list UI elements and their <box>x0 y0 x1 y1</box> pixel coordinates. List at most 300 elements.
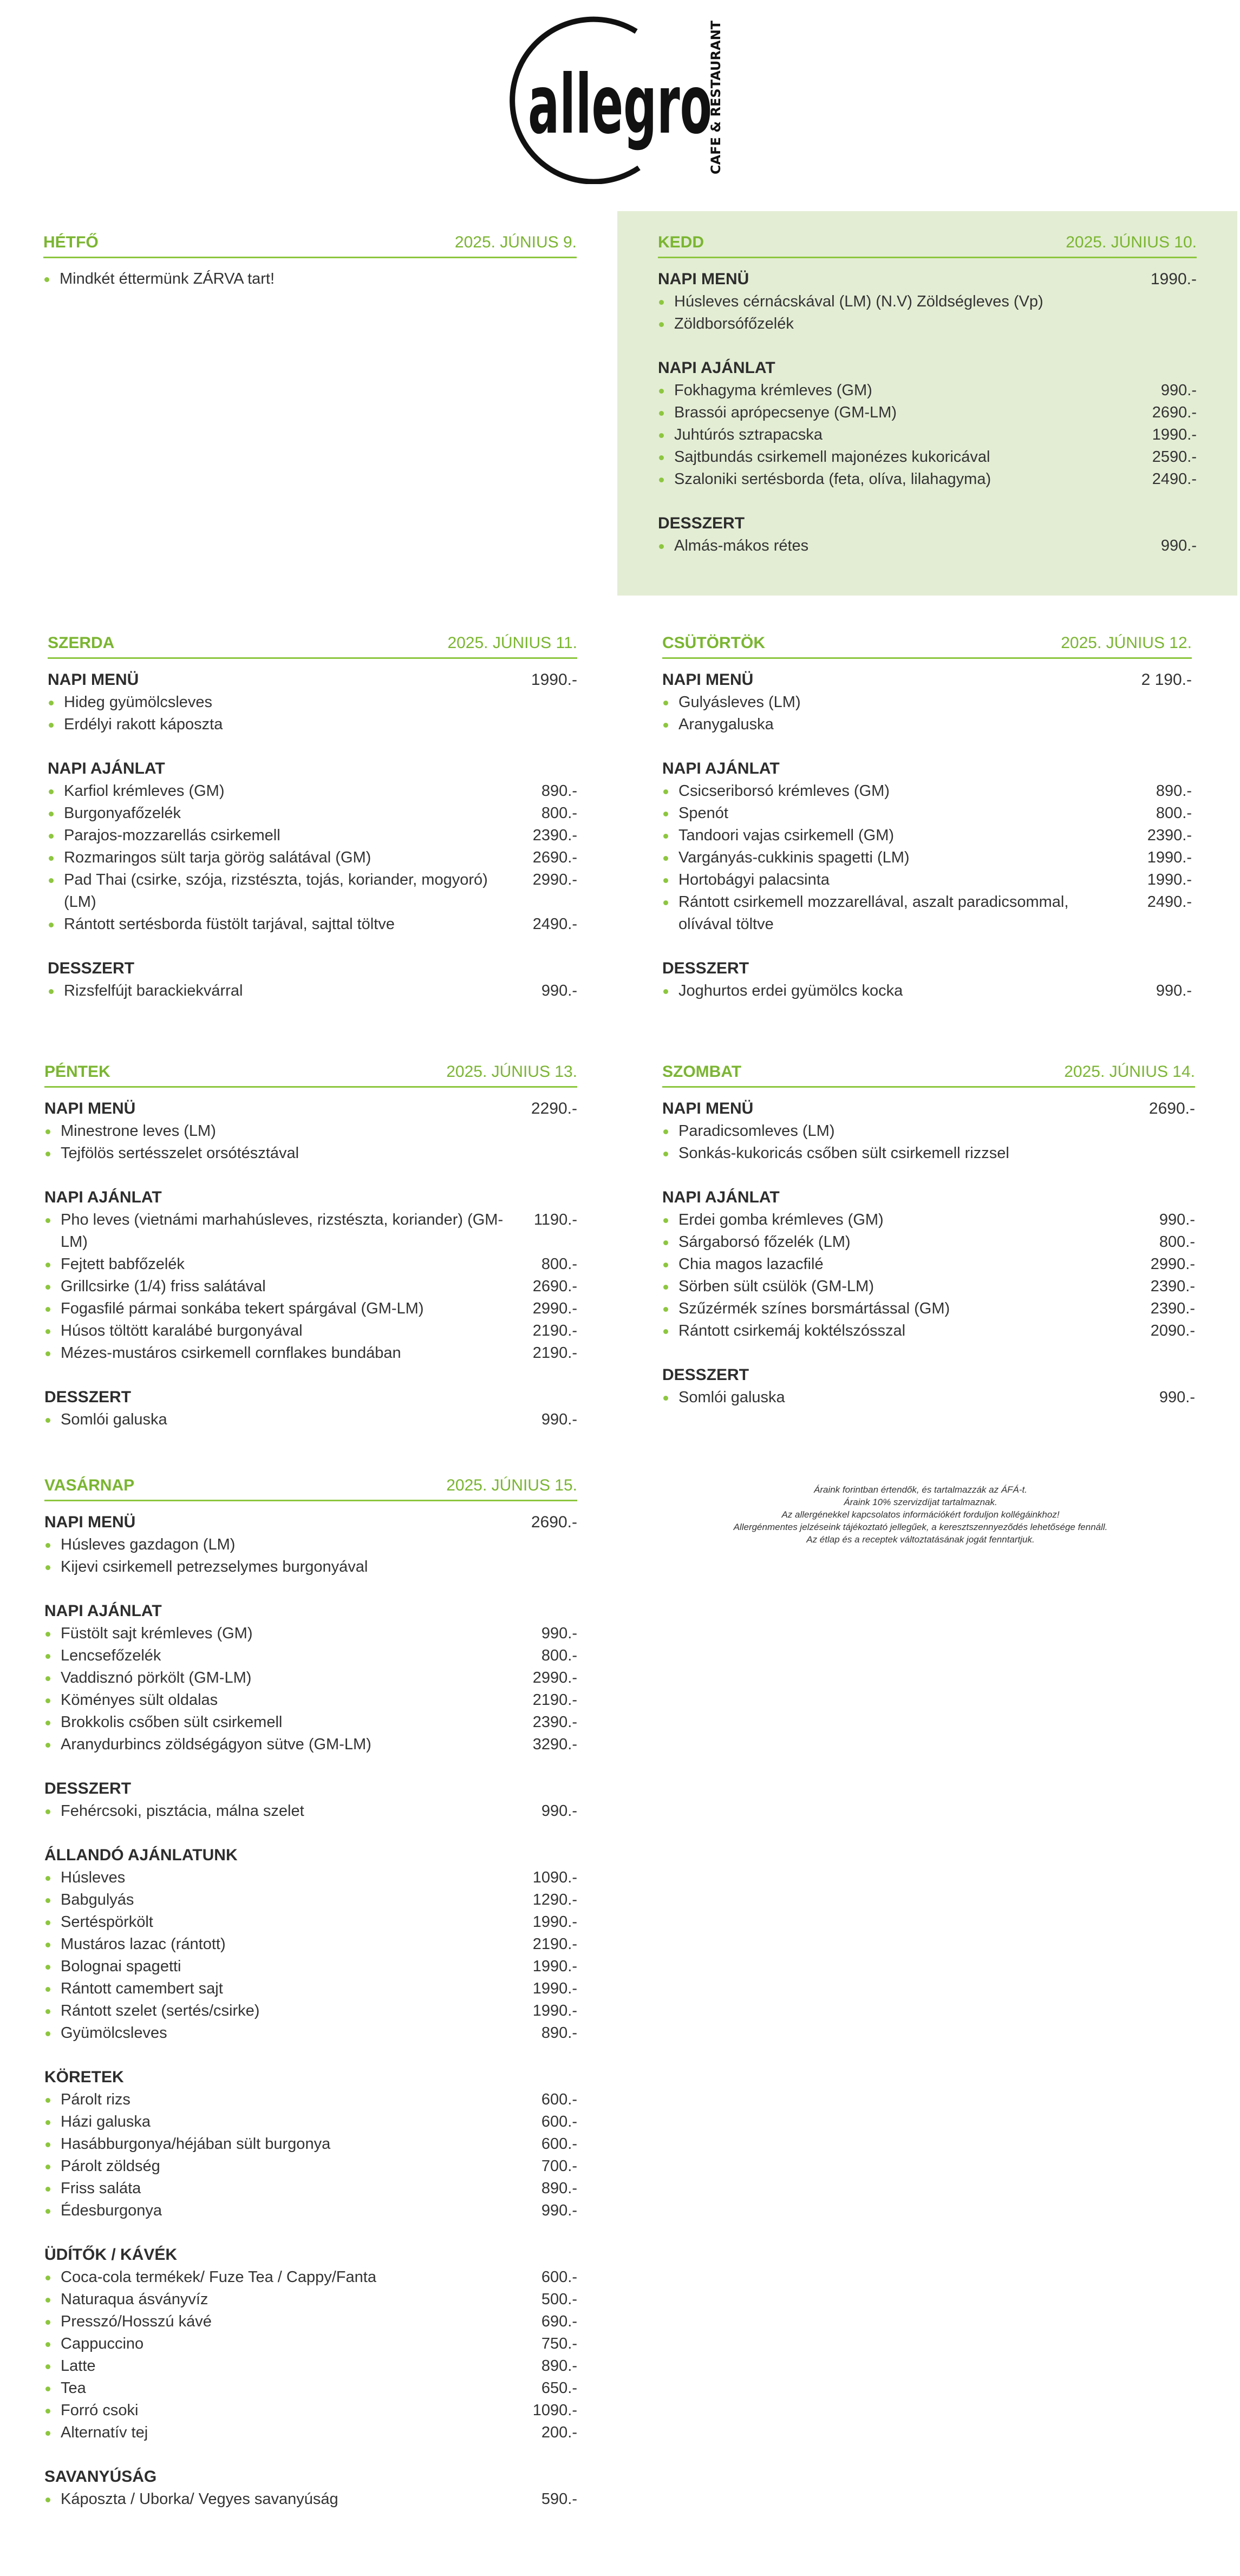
menu-item-name: Tea <box>44 2377 86 2400</box>
menu-item <box>658 313 1197 335</box>
section-header <box>658 268 1197 291</box>
menu-section <box>44 1511 577 1578</box>
menu-item <box>662 714 1192 736</box>
menu-item-name: Almás-mákos rétes <box>658 535 808 557</box>
menu-item <box>48 780 577 802</box>
menu-item <box>662 1298 1195 1320</box>
section-title: NAPI AJÁNLAT <box>44 1188 162 1206</box>
section-header <box>662 669 1192 691</box>
section-header <box>44 1511 577 1534</box>
menu-item-price: 990.- <box>541 1802 577 1820</box>
menu-item <box>44 2400 577 2422</box>
menu-item-price: 700.- <box>541 2157 577 2175</box>
menu-item-name: Chia magos lazacfilé <box>662 1253 824 1276</box>
section-header <box>44 2466 577 2488</box>
section-header <box>658 357 1197 380</box>
section-header <box>44 1600 577 1623</box>
menu-section <box>43 268 577 290</box>
menu-item-price: 2690.- <box>1152 404 1197 421</box>
menu-item <box>44 1889 577 1911</box>
menu-item-price: 600.- <box>541 2268 577 2286</box>
menu-item <box>44 1253 577 1276</box>
day-thursday <box>662 633 1192 1024</box>
note-line: Allergénmentes jelzéseink tájékoztató jellegűek, a keresztszennyeződés lehetősége fennáll. <box>733 1522 1108 1532</box>
section-header <box>658 512 1197 535</box>
menu-item <box>662 869 1192 891</box>
section-price: 2290.- <box>531 1100 577 1117</box>
section-title: NAPI MENÜ <box>662 1100 754 1117</box>
menu-item-name: Párolt zöldség <box>44 2155 160 2178</box>
menu-item-price: 600.- <box>541 2091 577 2108</box>
day-friday <box>44 1062 577 1453</box>
menu-item-name: Mézes-mustáros csirkemell cornflakes bundában <box>44 1342 401 1364</box>
menu-item-name: Brokkolis csőben sült csirkemell <box>44 1711 282 1734</box>
menu-item-price: 2090.- <box>1150 1322 1195 1339</box>
menu-item-price: 1290.- <box>532 1891 577 1908</box>
menu-item <box>662 980 1192 1002</box>
menu-item-price: 1990.- <box>532 1913 577 1931</box>
section-title: DESSZERT <box>658 514 745 532</box>
menu-item <box>44 1978 577 2000</box>
menu-item-name: Pho leves (vietnámi marhahúsleves, rizstészta, koriander) (GM-LM) <box>44 1209 505 1253</box>
menu-item-name: Babgulyás <box>44 1889 134 1911</box>
menu-item-name: Zöldborsófőzelék <box>658 313 794 335</box>
menu-item-name: Rántott sertésborda füstölt tarjával, sajttal töltve <box>48 913 395 936</box>
note-line: Áraink forintban értendők, és tartalmazzák az ÁFÁ-t. <box>813 1485 1027 1495</box>
menu-item-name: Latte <box>44 2355 96 2377</box>
menu-item-name: Gyümölcsleves <box>44 2022 167 2044</box>
section-price: 2690.- <box>531 1513 577 1531</box>
menu-item-name: Sajtbundás csirkemell majonézes kukoricával <box>658 446 990 468</box>
menu-item-price: 2390.- <box>1150 1300 1195 1317</box>
restaurant-logo <box>504 16 736 184</box>
day-name: PÉNTEK <box>44 1063 110 1081</box>
logo-tagline: CAFE & RESTAURANT <box>708 20 723 175</box>
menu-item-name: Édesburgonya <box>44 2200 162 2222</box>
section-header <box>662 1186 1195 1209</box>
menu-section <box>44 2244 577 2444</box>
menu-item <box>658 380 1197 402</box>
day-header <box>44 1062 577 1088</box>
menu-item <box>44 2089 577 2111</box>
menu-item-name: Paradicsomleves (LM) <box>662 1120 834 1142</box>
menu-item-name: Rizsfelfújt barackiekvárral <box>48 980 243 1002</box>
menu-item-name: Vargányás-cukkinis spagetti (LM) <box>662 847 910 869</box>
menu-item <box>44 2200 577 2222</box>
menu-section <box>48 957 577 1002</box>
menu-item-name: Parajos-mozzarellás csirkemell <box>48 825 280 847</box>
section-header <box>44 1844 577 1867</box>
day-header <box>48 633 577 659</box>
menu-item-name: Szaloniki sertésborda (feta, olíva, lilahagyma) <box>658 468 991 491</box>
menu-item <box>662 802 1192 825</box>
section-title: NAPI AJÁNLAT <box>658 359 775 377</box>
menu-item-name: Juhtúrós sztrapacska <box>658 424 823 446</box>
menu-item-price: 2990.- <box>1150 1256 1195 1273</box>
menu-item-name: Húsleves <box>44 1867 125 1889</box>
menu-item-name: Karfiol krémleves (GM) <box>48 780 225 802</box>
menu-item <box>44 1933 577 1956</box>
menu-item <box>658 291 1197 313</box>
section-header <box>44 1777 577 1800</box>
allegro-logo-icon <box>504 16 736 184</box>
menu-section <box>44 1186 577 1364</box>
menu-item-name: Káposzta / Uborka/ Vegyes savanyúság <box>44 2488 338 2510</box>
menu-item <box>44 1120 577 1142</box>
menu-item <box>44 1667 577 1689</box>
menu-section <box>44 1777 577 1822</box>
menu-item <box>658 424 1197 446</box>
section-title: NAPI MENÜ <box>44 1100 136 1117</box>
menu-item-price: 2390.- <box>1150 1278 1195 1295</box>
section-price: 2 190.- <box>1141 671 1192 689</box>
section-header <box>48 757 577 780</box>
menu-item <box>44 2333 577 2355</box>
menu-item-price: 1090.- <box>532 2402 577 2419</box>
menu-item-name: Gulyásleves (LM) <box>662 691 801 714</box>
menu-item-price: 1990.- <box>532 1980 577 1997</box>
section-title: ÜDÍTŐK / KÁVÉK <box>44 2246 178 2264</box>
menu-item-name: Coca-cola termékek/ Fuze Tea / Cappy/Fanta <box>44 2266 376 2289</box>
menu-section <box>662 757 1192 936</box>
menu-item-price: 1990.- <box>1152 426 1197 443</box>
menu-item-name: Erdei gomba krémleves (GM) <box>662 1209 884 1231</box>
menu-item <box>44 1645 577 1667</box>
menu-item-name: Rántott csirkemáj koktélszósszal <box>662 1320 905 1342</box>
menu-item-name: Aranydurbincs zöldségágyon sütve (GM-LM) <box>44 1734 371 1756</box>
note-line: Áraink 10% szervizdíjat tartalmaznak. <box>844 1497 997 1507</box>
section-header <box>44 2244 577 2266</box>
menu-item-name: Fokhagyma krémleves (GM) <box>658 380 872 402</box>
menu-section <box>44 1600 577 1756</box>
menu-item-name: Házi galuska <box>44 2111 151 2133</box>
menu-item <box>44 1956 577 1978</box>
menu-item <box>44 2111 577 2133</box>
menu-item <box>48 825 577 847</box>
menu-section <box>48 669 577 736</box>
menu-item <box>662 1276 1195 1298</box>
menu-item <box>662 1387 1195 1409</box>
menu-item-name: Tandoori vajas csirkemell (GM) <box>662 825 894 847</box>
menu-item-name: Erdélyi rakott káposzta <box>48 714 223 736</box>
menu-item-price: 750.- <box>541 2335 577 2352</box>
menu-item-price: 2690.- <box>532 849 577 866</box>
menu-item-price: 990.- <box>1159 1389 1195 1406</box>
menu-item <box>44 1142 577 1165</box>
menu-item-price: 1990.- <box>532 2002 577 2019</box>
menu-item-name: Húsos töltött karalábé burgonyával <box>44 1320 303 1342</box>
menu-item-price: 600.- <box>541 2113 577 2130</box>
menu-item <box>48 714 577 736</box>
menu-section <box>44 2066 577 2222</box>
menu-item <box>44 1867 577 1889</box>
day-date: 2025. JÚNIUS 12. <box>1061 634 1192 652</box>
menu-item <box>662 1253 1195 1276</box>
menu-item-price: 800.- <box>1159 1233 1195 1251</box>
menu-item-price: 2590.- <box>1152 448 1197 466</box>
menu-item <box>44 2488 577 2510</box>
footer-note <box>650 1483 1191 1546</box>
menu-item <box>662 1320 1195 1342</box>
menu-item-price: 990.- <box>541 982 577 999</box>
menu-item <box>44 1734 577 1756</box>
menu-item-name: Burgonyafőzelék <box>48 802 181 825</box>
day-name: CSÜTÖRTÖK <box>662 634 765 652</box>
menu-item-price: 2190.- <box>532 1936 577 1953</box>
menu-item-name: Somlói galuska <box>44 1409 167 1431</box>
section-header <box>44 2066 577 2089</box>
menu-item-price: 600.- <box>541 2135 577 2153</box>
menu-item-name: Somlói galuska <box>662 1387 785 1409</box>
menu-section <box>662 957 1192 1002</box>
menu-item-name: Alternatív tej <box>44 2422 148 2444</box>
menu-item-name: Sertéspörkölt <box>44 1911 153 1933</box>
menu-item-price: 200.- <box>541 2424 577 2441</box>
menu-section <box>44 2466 577 2510</box>
day-sunday <box>44 1476 577 2532</box>
section-title: SAVANYÚSÁG <box>44 2468 157 2486</box>
menu-item-name: Köményes sült oldalas <box>44 1689 218 1711</box>
menu-item <box>662 825 1192 847</box>
menu-item-price: 2490.- <box>1147 893 1192 911</box>
menu-item <box>44 2155 577 2178</box>
day-date: 2025. JÚNIUS 10. <box>1066 233 1197 251</box>
menu-item-price: 2190.- <box>532 1322 577 1339</box>
section-price: 2690.- <box>1148 1100 1195 1117</box>
menu-item <box>44 1911 577 1933</box>
menu-item-price: 890.- <box>541 2024 577 2042</box>
section-title: DESSZERT <box>44 1780 132 1797</box>
section-title: ÁLLANDÓ AJÁNLATUNK <box>44 1846 238 1864</box>
menu-item <box>662 891 1192 936</box>
section-title: NAPI MENÜ <box>48 671 139 689</box>
menu-item-price: 990.- <box>541 1411 577 1428</box>
menu-item-price: 650.- <box>541 2379 577 2397</box>
menu-section <box>48 757 577 936</box>
menu-item-name: Friss saláta <box>44 2178 141 2200</box>
menu-item-name: Naturaqua ásványvíz <box>44 2289 208 2311</box>
menu-item-name: Fejtett babfőzelék <box>44 1253 185 1276</box>
menu-item <box>44 2377 577 2400</box>
menu-item-name: Spenót <box>662 802 728 825</box>
section-header <box>662 757 1192 780</box>
day-header <box>662 1062 1195 1088</box>
menu-item-price: 2690.- <box>532 1278 577 1295</box>
menu-section <box>662 1364 1195 1409</box>
section-title: NAPI MENÜ <box>662 671 754 689</box>
menu-item-name: Húsleves cérnácskával (LM) (N.V) Zöldségleves (Vp) <box>658 291 1043 313</box>
menu-item <box>48 869 577 913</box>
menu-item-price: 1090.- <box>532 1869 577 1886</box>
menu-item <box>44 2311 577 2333</box>
menu-item <box>658 446 1197 468</box>
menu-item-price: 990.- <box>1159 1211 1195 1228</box>
menu-item <box>44 1298 577 1320</box>
menu-item-name: Párolt rizs <box>44 2089 130 2111</box>
day-name: VASÁRNAP <box>44 1476 135 1494</box>
section-title: NAPI MENÜ <box>44 1513 136 1531</box>
menu-item-name: Cappuccino <box>44 2333 143 2355</box>
menu-item <box>44 2022 577 2044</box>
menu-item-price: 500.- <box>541 2291 577 2308</box>
menu-item <box>43 268 577 290</box>
menu-item-price: 2390.- <box>532 827 577 844</box>
menu-item-price: 1990.- <box>532 1958 577 1975</box>
menu-item-price: 2490.- <box>532 916 577 933</box>
day-name: HÉTFŐ <box>43 233 99 251</box>
menu-section <box>658 268 1197 335</box>
menu-item <box>44 2355 577 2377</box>
day-wednesday <box>48 633 577 1024</box>
menu-item-name: Fogasfilé pármai sonkába tekert spárgával (GM-LM) <box>44 1298 423 1320</box>
menu-item-name: Joghurtos erdei gyümölcs kocka <box>662 980 903 1002</box>
menu-item-price: 800.- <box>541 805 577 822</box>
menu-item-name: Rántott csirkemell mozzarellával, aszalt paradicsommal, olívával töltve <box>662 891 1122 936</box>
menu-item-price: 990.- <box>1160 537 1197 554</box>
menu-item-price: 2390.- <box>532 1714 577 1731</box>
day-header <box>662 633 1192 659</box>
section-header <box>48 669 577 691</box>
day-saturday <box>662 1062 1195 1430</box>
menu-item-price: 1990.- <box>1147 871 1192 888</box>
menu-item <box>44 2289 577 2311</box>
menu-item <box>48 980 577 1002</box>
menu-item-price: 2490.- <box>1152 470 1197 488</box>
menu-section <box>662 669 1192 736</box>
menu-item-price: 2190.- <box>532 1344 577 1362</box>
menu-item-name: Fehércsoki, pisztácia, málna szelet <box>44 1800 304 1822</box>
note-line: Az étlap és a receptek változtatásának jogát fenntartjuk. <box>806 1534 1035 1545</box>
menu-item-name: Kijevi csirkemell petrezselymes burgonyával <box>44 1556 368 1578</box>
menu-item-name: Mindkét éttermünk ZÁRVA tart! <box>43 268 275 290</box>
section-header <box>662 1097 1195 1120</box>
menu-item <box>44 1689 577 1711</box>
menu-item-price: 990.- <box>541 1625 577 1642</box>
section-title: NAPI MENÜ <box>658 270 749 288</box>
section-title: NAPI AJÁNLAT <box>662 760 780 777</box>
menu-item <box>48 913 577 936</box>
menu-item <box>44 2266 577 2289</box>
menu-item-name: Forró csoki <box>44 2400 138 2422</box>
menu-item <box>44 1276 577 1298</box>
menu-item-name: Hortobágyi palacsinta <box>662 869 830 891</box>
menu-item-name: Csicseriborsó krémleves (GM) <box>662 780 890 802</box>
section-header <box>44 1386 577 1409</box>
menu-item-name: Húsleves gazdagon (LM) <box>44 1534 235 1556</box>
menu-item-name: Presszó/Hosszú kávé <box>44 2311 212 2333</box>
menu-item <box>44 1556 577 1578</box>
menu-item-price: 890.- <box>1156 782 1192 800</box>
menu-section <box>662 1097 1195 1165</box>
menu-item-price: 590.- <box>541 2490 577 2508</box>
menu-item-name: Mustáros lazac (rántott) <box>44 1933 226 1956</box>
section-price: 1990.- <box>531 671 577 689</box>
menu-item <box>662 1142 1195 1165</box>
section-header <box>662 1364 1195 1387</box>
menu-item-name: Hideg gyümölcsleves <box>48 691 212 714</box>
menu-item-price: 800.- <box>1156 805 1192 822</box>
menu-item-name: Hasábburgonya/héjában sült burgonya <box>44 2133 330 2155</box>
menu-item-name: Grillcsirke (1/4) friss salátával <box>44 1276 266 1298</box>
menu-item-price: 990.- <box>1156 982 1192 999</box>
menu-item-price: 890.- <box>541 782 577 800</box>
menu-item <box>662 780 1192 802</box>
day-name: KEDD <box>658 233 704 251</box>
menu-item-name: Tejfölös sertésszelet orsótésztával <box>44 1142 299 1165</box>
menu-item-price: 690.- <box>541 2313 577 2330</box>
menu-item-name: Sonkás-kukoricás csőben sült csirkemell rizzsel <box>662 1142 1009 1165</box>
menu-item <box>662 847 1192 869</box>
menu-item <box>658 535 1197 557</box>
day-header <box>658 233 1197 258</box>
menu-item-price: 3290.- <box>532 1736 577 1753</box>
menu-item <box>658 468 1197 491</box>
section-header <box>48 957 577 980</box>
menu-item <box>44 2422 577 2444</box>
menu-section <box>658 357 1197 491</box>
menu-item <box>658 402 1197 424</box>
menu-item <box>662 1120 1195 1142</box>
menu-item-price: 2990.- <box>532 871 577 888</box>
section-title: DESSZERT <box>44 1388 132 1406</box>
menu-item <box>44 2133 577 2155</box>
menu-item-name: Vaddisznó pörkölt (GM-LM) <box>44 1667 251 1689</box>
day-tuesday <box>617 211 1237 596</box>
menu-item <box>44 1342 577 1364</box>
day-monday <box>43 233 577 312</box>
section-title: DESSZERT <box>662 959 749 977</box>
menu-item-name: Minestrone leves (LM) <box>44 1120 216 1142</box>
menu-item-name: Szűzérmék színes borsmártással (GM) <box>662 1298 950 1320</box>
section-header <box>662 957 1192 980</box>
section-title: NAPI AJÁNLAT <box>662 1188 780 1206</box>
menu-section <box>44 1844 577 2044</box>
menu-item <box>48 802 577 825</box>
menu-item <box>44 2000 577 2022</box>
menu-item <box>44 1711 577 1734</box>
menu-item <box>662 691 1192 714</box>
menu-item <box>44 1534 577 1556</box>
menu-item-price: 2990.- <box>532 1300 577 1317</box>
day-date: 2025. JÚNIUS 14. <box>1064 1063 1195 1081</box>
logo-brand: allegro <box>528 58 712 152</box>
menu-item <box>44 1800 577 1822</box>
section-header <box>44 1097 577 1120</box>
section-title: DESSZERT <box>662 1366 749 1384</box>
menu-section <box>44 1386 577 1431</box>
menu-item-price: 990.- <box>541 2202 577 2219</box>
menu-item-price: 2390.- <box>1147 827 1192 844</box>
day-date: 2025. JÚNIUS 13. <box>446 1063 577 1081</box>
section-title: NAPI AJÁNLAT <box>48 760 165 777</box>
day-header <box>44 1476 577 1501</box>
menu-item-name: Aranygaluska <box>662 714 774 736</box>
menu-item-name: Sárgaborsó főzelék (LM) <box>662 1231 851 1253</box>
section-title: KÖRETEK <box>44 2068 124 2086</box>
menu-item <box>44 1320 577 1342</box>
day-date: 2025. JÚNIUS 9. <box>454 233 577 251</box>
menu-item <box>44 1409 577 1431</box>
menu-item-name: Brassói aprópecsenye (GM-LM) <box>658 402 897 424</box>
menu-item-price: 990.- <box>1160 382 1197 399</box>
menu-item <box>44 2178 577 2200</box>
menu-item-price: 2990.- <box>532 1669 577 1686</box>
menu-item-price: 800.- <box>541 1647 577 1664</box>
menu-item-name: Rántott szelet (sertés/csirke) <box>44 2000 259 2022</box>
section-title: DESSZERT <box>48 959 135 977</box>
menu-item <box>662 1231 1195 1253</box>
section-price: 1990.- <box>1150 270 1197 288</box>
